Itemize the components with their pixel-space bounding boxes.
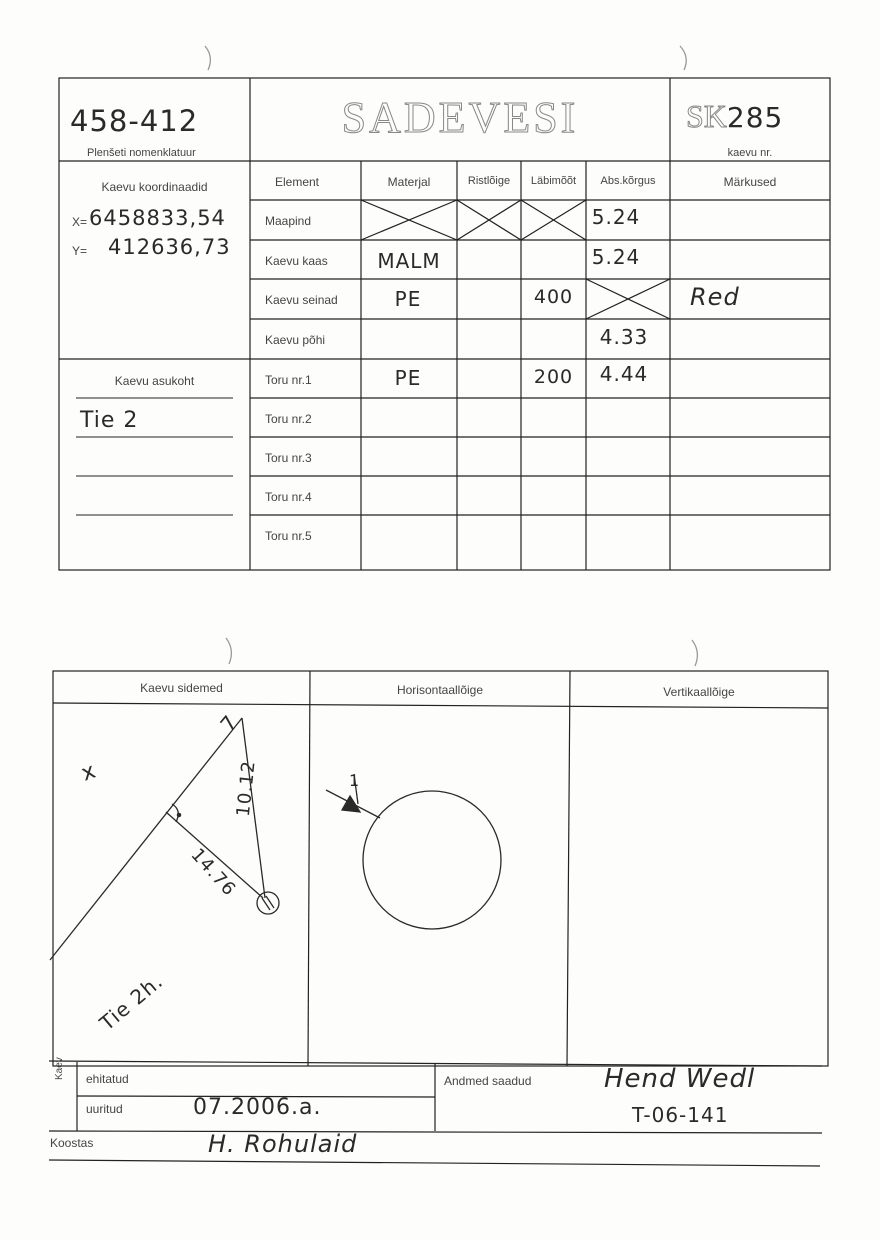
kaev-label: [48, 1040, 65, 1080]
uuritud-value: 07.2006.a.: [193, 1095, 322, 1120]
nomenclature-code: 458-412: [70, 104, 199, 138]
col2-header-ties: Kaevu sidemed: [140, 681, 223, 695]
andmed-signature: Hend Wedl: [604, 1064, 756, 1094]
row-element-label: Toru nr.3: [265, 451, 312, 465]
manhole-number-value: 285: [726, 101, 784, 134]
y-prefix: Y=: [72, 244, 88, 258]
markused-value: Red: [690, 283, 740, 311]
sketch-side-a: 10.12: [232, 759, 260, 818]
labimoot-value: 400: [533, 286, 574, 308]
materjal-value: PE: [394, 287, 422, 311]
col-header-ristloige: Ristlõige: [467, 175, 511, 187]
col-header-abs: Abs.kõrgus: [600, 175, 656, 187]
abs-value: 5.24: [591, 205, 641, 229]
labimoot-value: 200: [533, 366, 574, 388]
row-element-label: Toru nr.4: [265, 490, 312, 504]
abs-value: 4.44: [599, 362, 649, 386]
materjal-value: MALM: [377, 249, 441, 273]
location-label: Kaevu asukoht: [114, 374, 195, 388]
manhole-number-label: kaevu nr.: [727, 147, 773, 159]
x-coordinate: 6458833,54: [89, 206, 226, 230]
col2-header-horizontal: Horisontaallõige: [396, 683, 484, 697]
col-header-labimoot: Läbimõõt: [530, 175, 577, 187]
kaev-label-text: Kaev: [54, 1057, 65, 1080]
location-value: Tie 2: [80, 408, 139, 433]
sketch-axis-label: x: [78, 758, 100, 787]
koostas-value: H. Rohulaid: [208, 1130, 358, 1158]
col-header-element: Element: [274, 175, 320, 189]
form-title: SADEVESI: [341, 93, 579, 142]
sketch-street-label: Tie 2h.: [95, 968, 168, 1036]
abs-value: 5.24: [591, 245, 641, 269]
ehitatud-label: ehitatud: [86, 1072, 129, 1086]
row-element-label: Kaevu põhi: [265, 333, 326, 347]
uuritud-label: uuritud: [86, 1102, 123, 1116]
andmed-label: Andmed saadud: [444, 1074, 532, 1088]
sketch-pipe-label: 1: [349, 771, 361, 790]
coords-label: Kaevu koordinaadid: [101, 180, 208, 194]
andmed-ref: T-06-141: [632, 1103, 729, 1127]
col-header-materjal: Materjal: [387, 175, 431, 189]
row-element-label: Toru nr.2: [265, 412, 312, 426]
nomenclature-label: Plenšeti nomenklatuur: [87, 147, 196, 159]
row-element-label: Toru nr.1: [265, 373, 312, 387]
x-prefix: X=: [72, 215, 88, 229]
koostas-label: Koostas: [50, 1136, 94, 1150]
ties-sketch: [50, 718, 279, 960]
row-element-label: Kaevu seinad: [265, 293, 338, 307]
col2-header-vertical: Vertikaallõige: [663, 685, 735, 699]
col-header-markused: Märkused: [723, 175, 777, 189]
row-element-label: Kaevu kaas: [265, 254, 328, 268]
sketch-side-b: 14.76: [186, 844, 240, 901]
abs-value: 4.33: [599, 325, 649, 349]
y-coordinate: 412636,73: [108, 235, 231, 259]
row-element-label: Maapind: [265, 214, 312, 228]
horizontal-section-sketch: [326, 774, 501, 929]
row-element-label: Toru nr.5: [265, 529, 312, 543]
manhole-prefix: SK: [686, 98, 727, 134]
sketch-point-label: 7: [215, 710, 243, 736]
materjal-value: PE: [394, 366, 422, 390]
